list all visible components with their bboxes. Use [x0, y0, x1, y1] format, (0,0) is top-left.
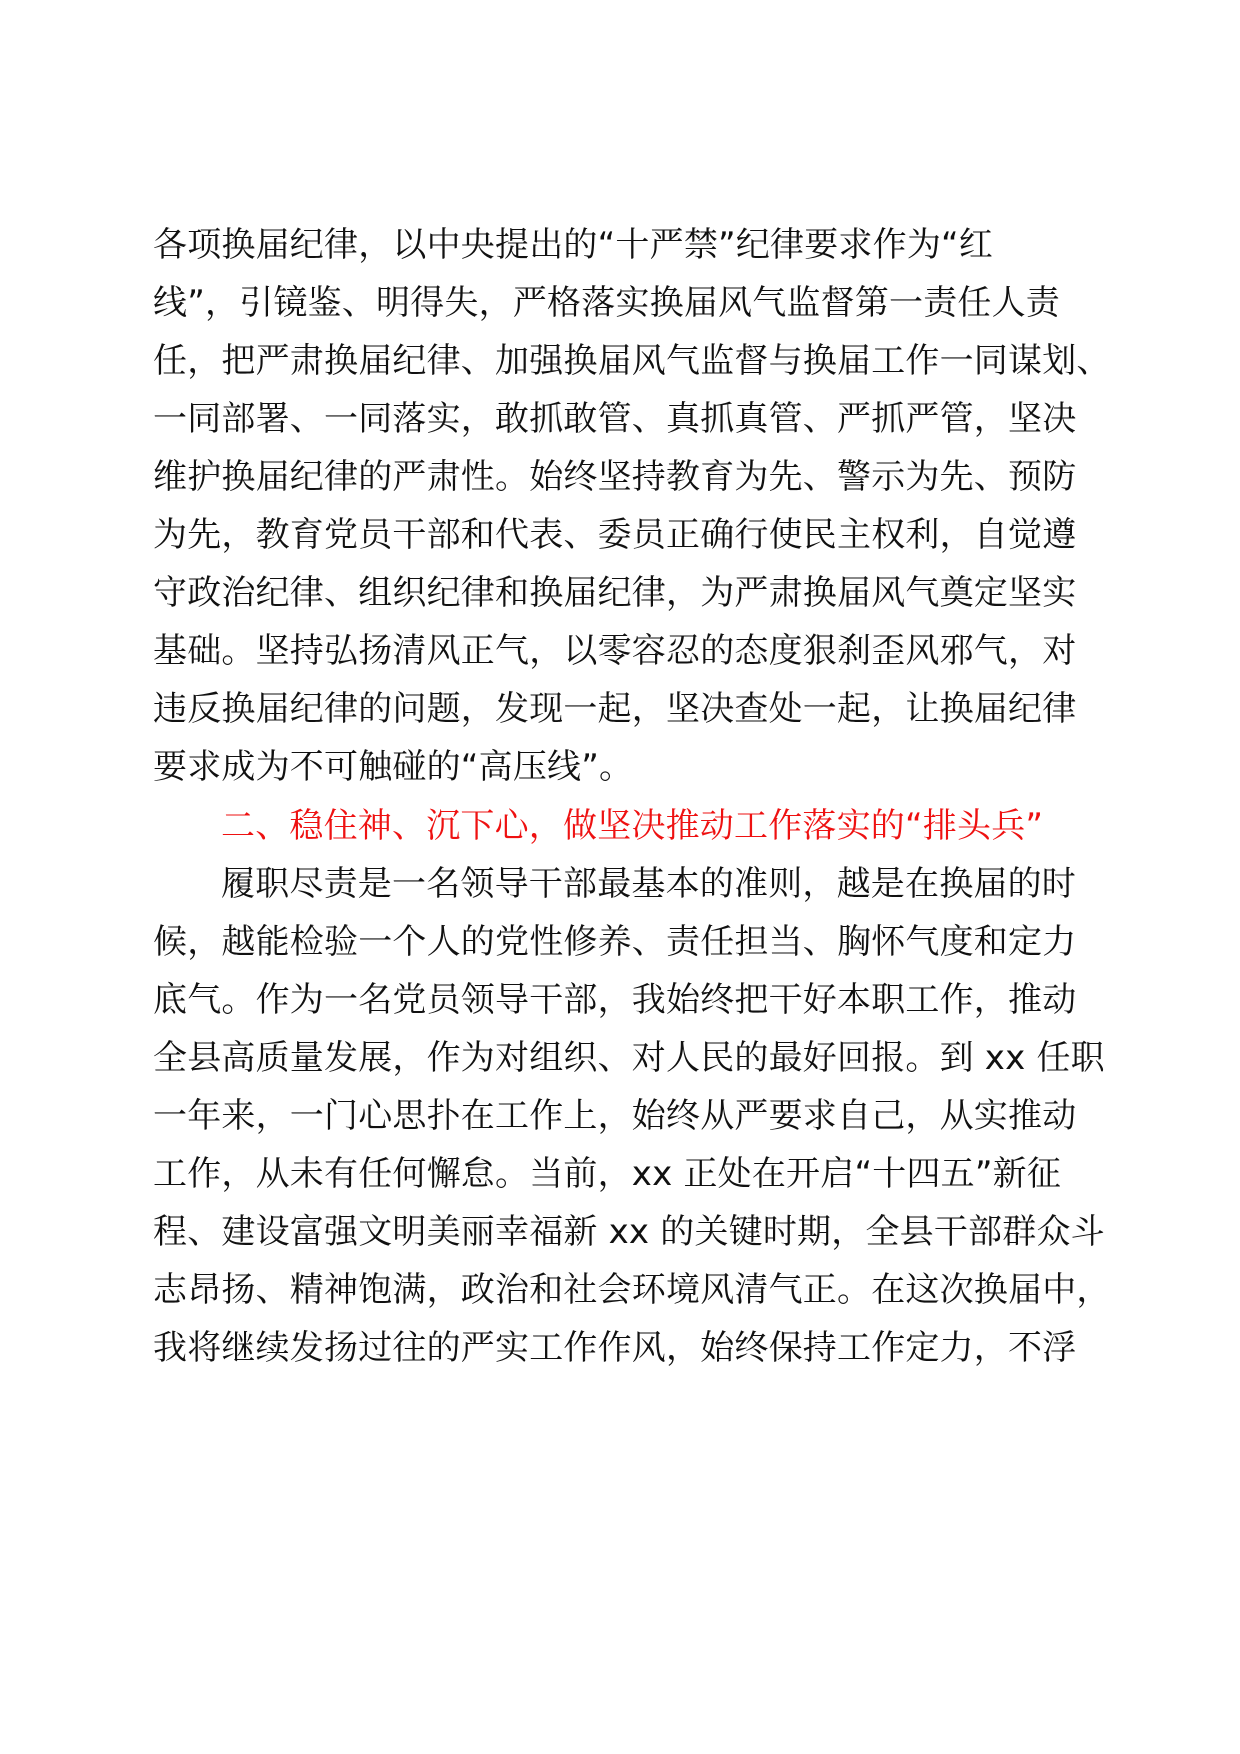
paragraph-line: 维护换届纪律的严肃性。始终坚持教育为先、警示为先、预防	[153, 457, 1077, 497]
paragraph-line: 履职尽责是一名领导干部最基本的准则，越是在换届的时	[221, 864, 1076, 904]
paragraph-line: 违反换届纪律的问题，发现一起，坚决查处一起，让换届纪律	[153, 689, 1077, 729]
paragraph-line: 线”，引镜鉴、明得失，严格落实换届风气监督第一责任人责	[153, 283, 1061, 323]
paragraph-line: 我将继续发扬过往的严实工作作风，始终保持工作定力，不浮	[153, 1328, 1077, 1368]
paragraph-line: 一同部署、一同落实，敢抓敢管、真抓真管、严抓严管，坚决	[153, 399, 1077, 439]
paragraph-line: 各项换届纪律，以中央提出的“十严禁”纪律要求作为“红	[153, 225, 994, 265]
paragraph-line: 志昂扬、精神饱满，政治和社会环境风清气正。在这次换届中，	[153, 1270, 1111, 1310]
paragraph-line: 任，把严肃换届纪律、加强换届风气监督与换届工作一同谋划、	[153, 341, 1111, 381]
paragraph-line: 基础。坚持弘扬清风正气，以零容忍的态度狠刹歪风邪气，对	[153, 631, 1077, 671]
paragraph-line: 守政治纪律、组织纪律和换届纪律，为严肃换届风气奠定坚实	[153, 573, 1077, 613]
paragraph-line: 一年来，一门心思扑在工作上，始终从严要求自己，从实推动	[153, 1096, 1077, 1136]
paragraph-line: 候，越能检验一个人的党性修养、责任担当、胸怀气度和定力	[153, 922, 1077, 962]
paragraph-line: 工作，从未有任何懈怠。当前，xx 正处在开启“十四五”新征	[153, 1154, 1062, 1194]
paragraph-line: 要求成为不可触碰的“高压线”。	[153, 747, 634, 787]
paragraph-line: 底气。作为一名党员领导干部，我始终把干好本职工作，推动	[153, 980, 1077, 1020]
paragraph-line: 为先，教育党员干部和代表、委员正确行使民主权利，自觉遵	[153, 515, 1077, 555]
paragraph-line: 全县高质量发展，作为对组织、对人民的最好回报。到 xx 任职	[153, 1038, 1105, 1078]
section-heading: 二、稳住神、沉下心，做坚决推动工作落实的“排头兵”	[221, 806, 1044, 846]
paragraph-line: 程、建设富强文明美丽幸福新 xx 的关键时期，全县干部群众斗	[153, 1212, 1105, 1252]
